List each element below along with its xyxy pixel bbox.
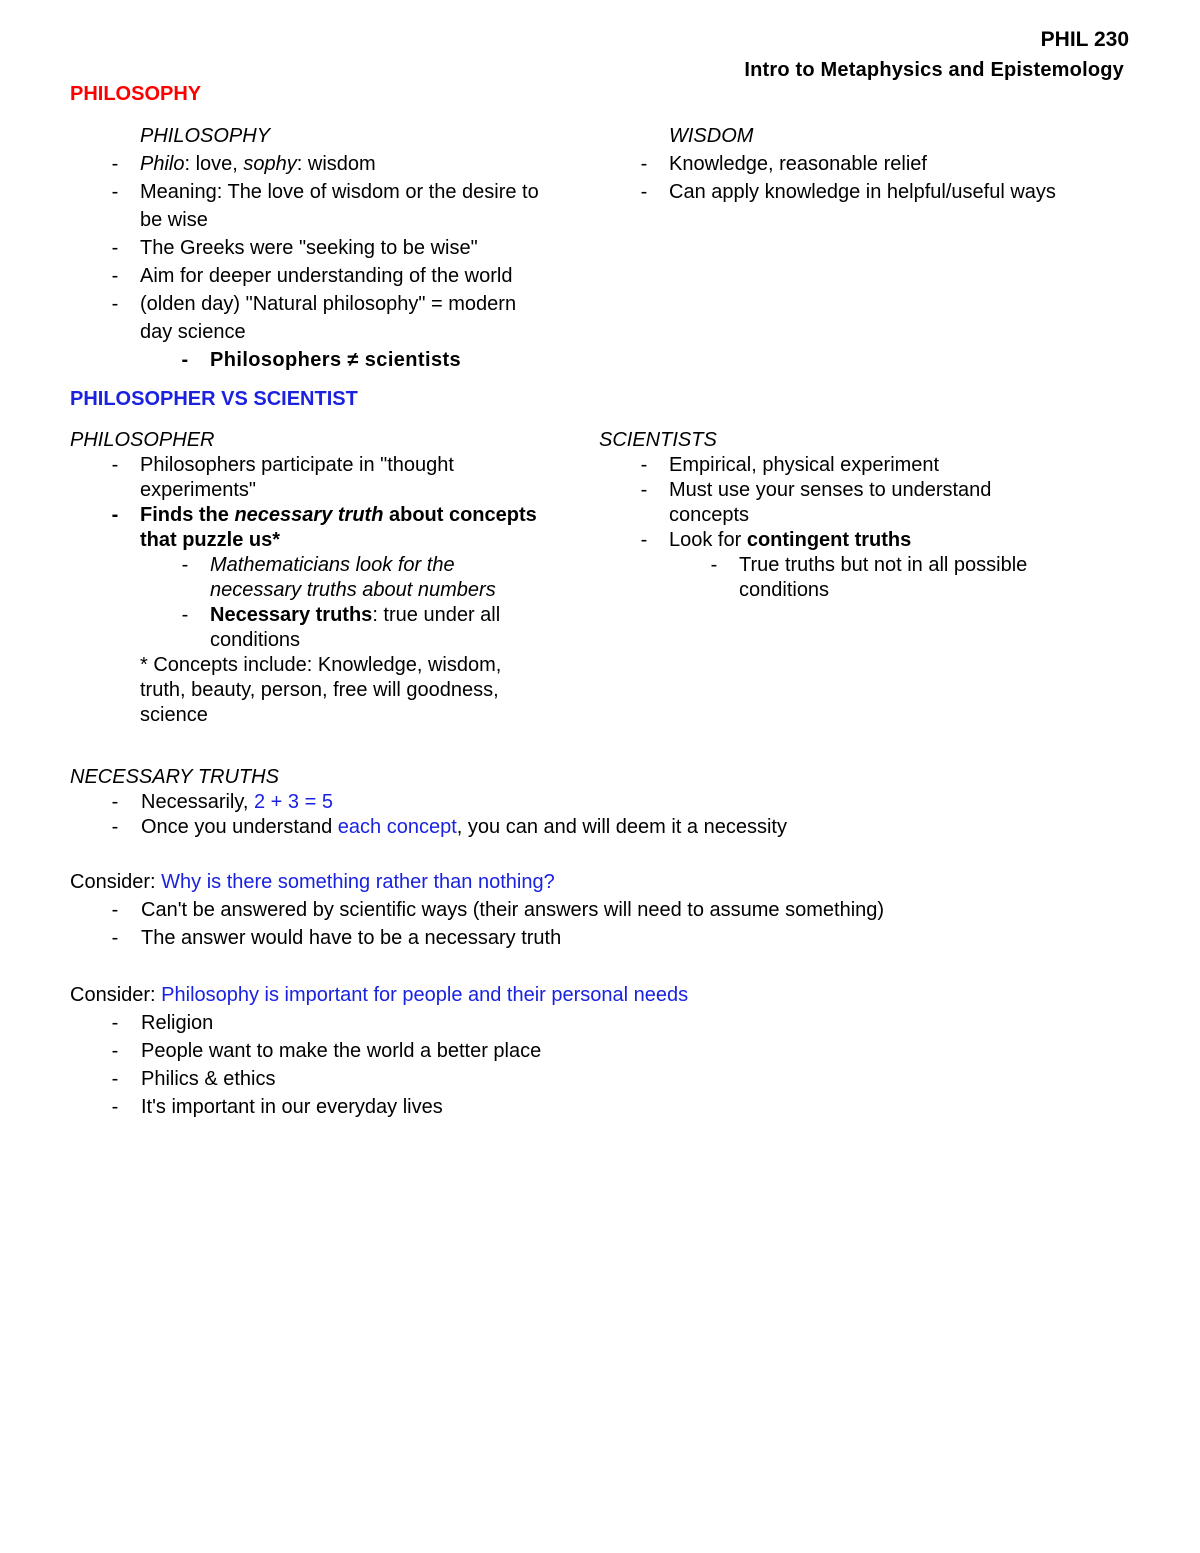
list-item: - Religion (111, 1012, 214, 1034)
list-item-continuation: concepts (669, 504, 750, 526)
list-item-continuation: be wise (140, 209, 208, 231)
consider-line: Consider: Philosophy is important for people and their personal needs (70, 984, 689, 1006)
list-item: - It's important in our everyday lives (111, 1096, 443, 1118)
sub-list-item: - Philosophers ≠ scientists (181, 349, 462, 371)
concepts-note: truth, beauty, person, free will goodness, (140, 679, 499, 701)
subheading-scientists: SCIENTISTS (599, 429, 717, 451)
subheading-philosopher: PHILOSOPHER (70, 429, 215, 451)
list-item: - The Greeks were "seeking to be wise" (111, 237, 478, 259)
sub-list-item: - Mathematicians look for the (181, 554, 455, 576)
scientists-column (599, 428, 1028, 603)
list-item-continuation: experiments" (140, 479, 257, 501)
list-item: - Finds the necessary truth about concepts (111, 504, 537, 526)
consider-importance-section (70, 981, 688, 1121)
list-item: - Once you understand each concept, you can and will deem it a necessity (111, 816, 787, 838)
list-item: - Necessarily, 2 + 3 = 5 (111, 791, 333, 813)
wisdom-column (640, 122, 1056, 206)
course-code: PHIL 230 (1040, 28, 1129, 51)
consider-line: Consider: Why is there something rather than nothing? (70, 871, 555, 893)
list-item: - The answer would have to be a necessary truth (111, 927, 562, 949)
list-item-continuation: that puzzle us* (140, 529, 281, 551)
sub-list-item-continuation: conditions (739, 579, 830, 601)
list-item: - Aim for deeper understanding of the world (111, 265, 513, 287)
philosopher-column (70, 428, 537, 728)
list-item: - Can't be answered by scientific ways (their answers will need to assume something) (111, 899, 885, 921)
sub-list-item-continuation: necessary truths about numbers (210, 579, 496, 601)
subheading-wisdom: WISDOM (669, 125, 754, 147)
section-heading-philosopher-vs-scientist: PHILOSOPHER VS SCIENTIST (70, 388, 358, 410)
section-heading-philosophy: PHILOSOPHY (70, 83, 202, 105)
list-item: - Philo: love, sophy: wisdom (111, 153, 376, 175)
course-title: Intro to Metaphysics and Epistemology (744, 59, 1124, 81)
consider-something-section (70, 868, 885, 952)
list-item: - (olden day) "Natural philosophy" = modern (111, 293, 517, 315)
necessary-truths-section (70, 765, 787, 840)
list-item: - Must use your senses to understand (640, 479, 992, 501)
list-item-continuation: day science (140, 321, 246, 343)
list-item: - People want to make the world a better place (111, 1040, 542, 1062)
philosophy-definition-column (111, 122, 539, 374)
list-item: - Knowledge, reasonable relief (640, 153, 927, 175)
list-item: - Empirical, physical experiment (640, 454, 940, 476)
list-item: - Philics & ethics (111, 1068, 276, 1090)
subheading-philosophy: PHILOSOPHY (140, 125, 271, 147)
concepts-note: science (140, 704, 208, 726)
list-item: - Meaning: The love of wisdom or the desire to (111, 181, 539, 203)
sub-list-item-continuation: conditions (210, 629, 301, 651)
list-item: - Philosophers participate in "thought (111, 454, 454, 476)
list-item: - Look for contingent truths (640, 529, 912, 551)
subheading-necessary-truths: NECESSARY TRUTHS (70, 766, 279, 788)
sub-list-item: - Necessary truths: true under all (181, 604, 501, 626)
sub-list-item: - True truths but not in all possible (710, 554, 1028, 576)
concepts-note: * Concepts include: Knowledge, wisdom, (140, 654, 502, 676)
list-item: - Can apply knowledge in helpful/useful ways (640, 181, 1056, 203)
